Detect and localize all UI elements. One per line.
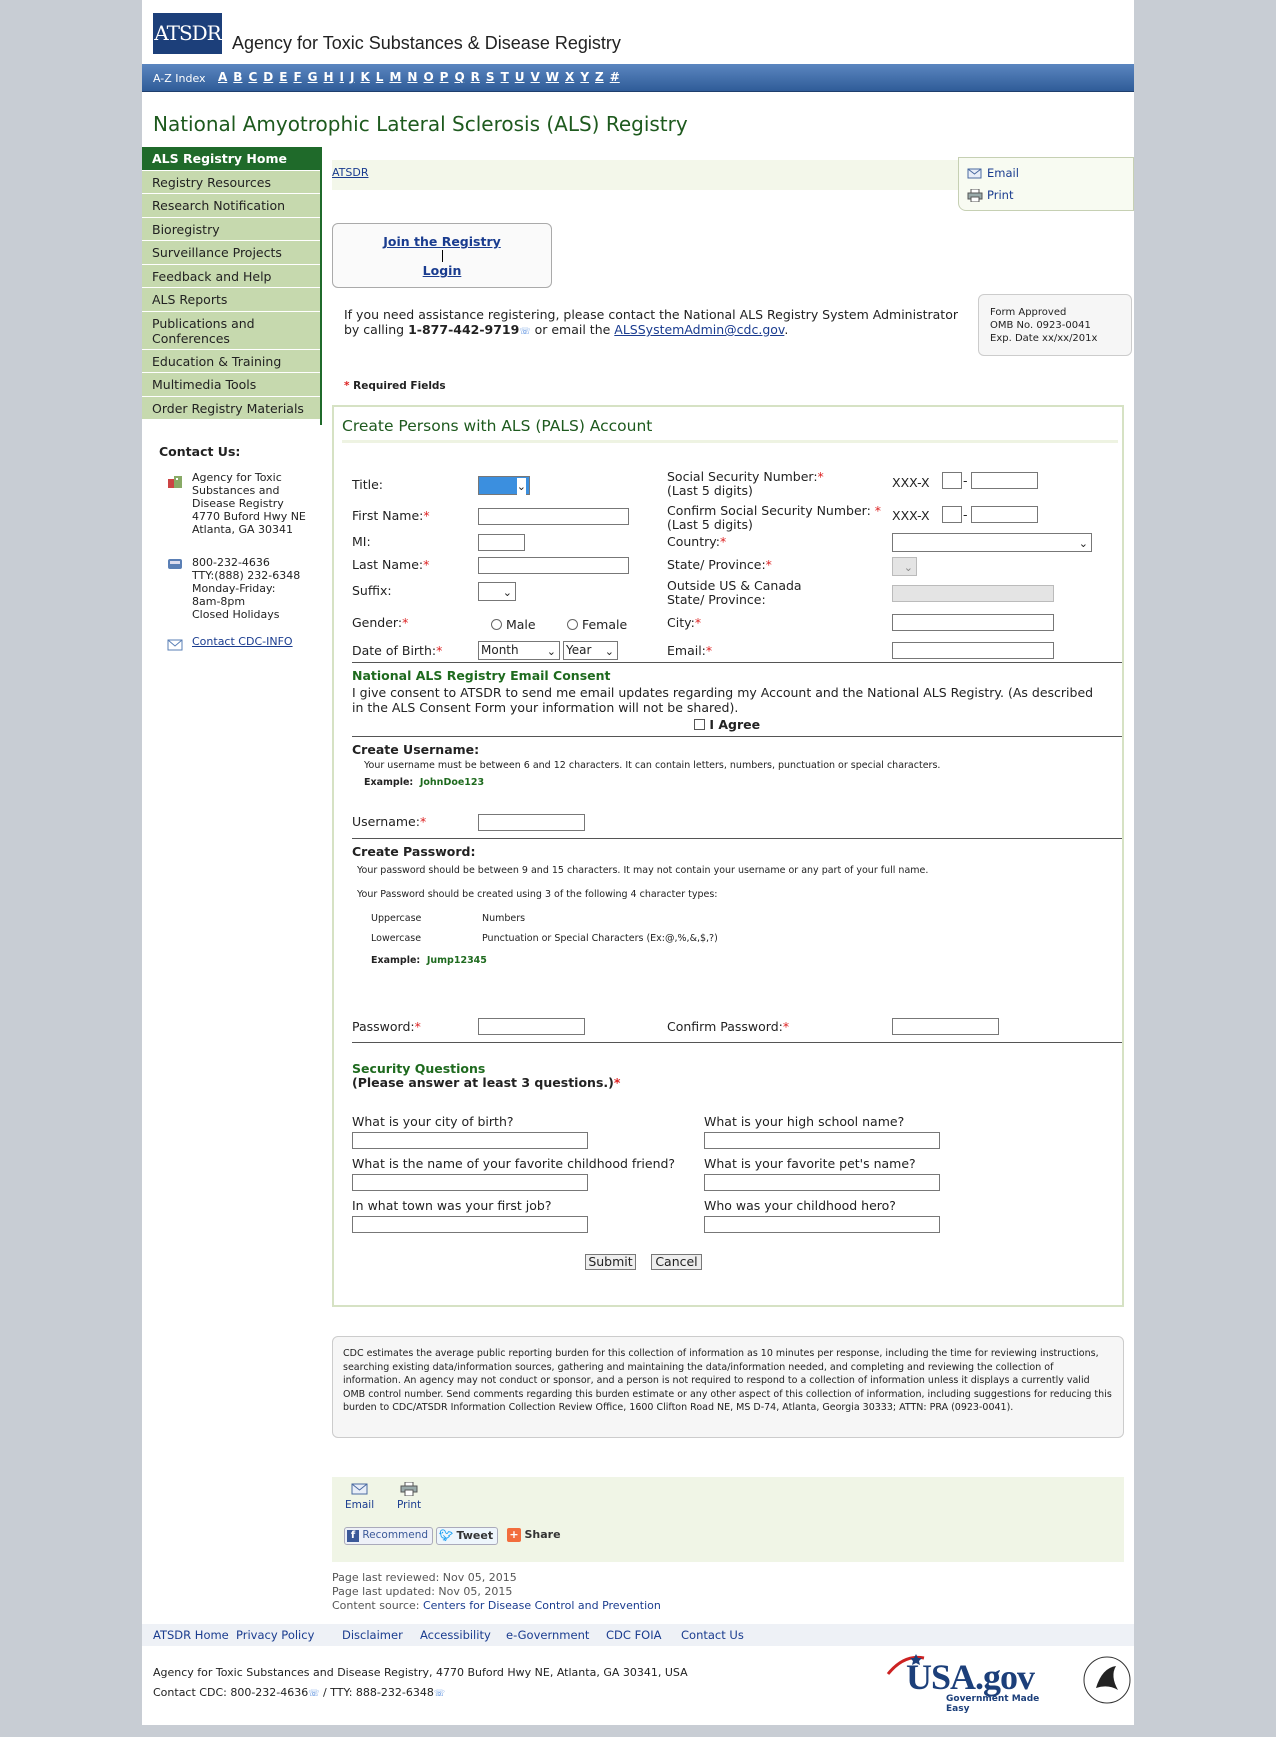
breadcrumb bbox=[332, 160, 967, 190]
agree-option[interactable]: I Agree bbox=[694, 717, 760, 732]
login-link[interactable]: Login bbox=[422, 263, 462, 278]
printer-icon bbox=[400, 1482, 418, 1496]
divider bbox=[352, 838, 1122, 839]
plus-icon: + bbox=[507, 1528, 521, 1542]
mi-label: MI: bbox=[352, 534, 371, 549]
email-tool[interactable]: Email bbox=[967, 166, 1019, 180]
password-example: Example: Jump12345 bbox=[371, 955, 487, 966]
username-input[interactable] bbox=[478, 814, 585, 831]
footer-link-e-government[interactable]: e-Government bbox=[506, 1628, 590, 1642]
az-letter-f[interactable]: F bbox=[293, 70, 302, 84]
title-label: Title: bbox=[352, 477, 383, 492]
question-high-school: What is your high school name? bbox=[704, 1114, 905, 1129]
az-letter-t[interactable]: T bbox=[500, 70, 509, 84]
az-letter-e[interactable]: E bbox=[279, 70, 288, 84]
phone-icon bbox=[167, 556, 183, 570]
password-rule-1: Your password should be between 9 and 15 characters. It may not contain your username or any part of your full name. bbox=[357, 865, 929, 876]
nav-item-publications[interactable]: Publications and Conferences bbox=[142, 312, 322, 350]
first-name-label: First Name:* bbox=[352, 508, 430, 523]
ssn-label: Social Security Number:* (Last 5 digits) bbox=[667, 469, 824, 498]
divider bbox=[352, 736, 1122, 737]
page bbox=[142, 0, 1134, 1725]
az-letter-l[interactable]: L bbox=[375, 70, 384, 84]
answer-childhood-friend[interactable] bbox=[352, 1174, 588, 1191]
footer-link-disclaimer[interactable]: Disclaimer bbox=[342, 1628, 403, 1642]
question-childhood-friend: What is the name of your favorite childhood friend? bbox=[352, 1156, 676, 1171]
email-icon bbox=[351, 1482, 369, 1496]
female-radio[interactable] bbox=[567, 619, 578, 630]
form-title: Create Persons with ALS (PALS) Account bbox=[342, 417, 1118, 443]
gender-male-option[interactable]: Male bbox=[491, 617, 536, 632]
az-letter-z[interactable]: Z bbox=[595, 70, 604, 84]
answer-childhood-hero[interactable] bbox=[704, 1216, 940, 1233]
contact-cdc-info-link[interactable]: Contact CDC-INFO bbox=[192, 635, 293, 648]
az-letter-q[interactable]: Q bbox=[454, 70, 465, 84]
usa-gov-text: USA.gov bbox=[906, 1657, 1035, 1697]
printer-icon bbox=[967, 189, 983, 202]
footer-link-contact-us[interactable]: Contact Us bbox=[681, 1628, 744, 1642]
facebook-icon: f bbox=[347, 1530, 359, 1542]
question-first-job: In what town was your first job? bbox=[352, 1198, 552, 1213]
footer-link-privacy-policy[interactable]: Privacy Policy bbox=[236, 1628, 315, 1642]
footer-link-atsdr-home[interactable]: ATSDR Home bbox=[153, 1628, 229, 1642]
divider bbox=[352, 1042, 1122, 1043]
nav-item-surveillance-projects[interactable]: Surveillance Projects bbox=[142, 241, 322, 265]
nav-item-registry-resources[interactable]: Registry Resources bbox=[142, 171, 322, 195]
city-label: City:* bbox=[667, 615, 702, 630]
consent-heading: National ALS Registry Email Consent bbox=[352, 668, 611, 683]
confirm-password-input[interactable] bbox=[892, 1018, 999, 1035]
chevron-down-icon: ⌄ bbox=[516, 480, 526, 493]
print-tool[interactable]: Print bbox=[967, 188, 1013, 202]
footer-nav bbox=[142, 1624, 1134, 1646]
page-tools bbox=[958, 157, 1134, 211]
az-letter-b[interactable]: B bbox=[233, 70, 243, 84]
dob-year-select[interactable]: Year ⌄ bbox=[563, 641, 618, 660]
contact-phone-number: 800-232-4636 bbox=[192, 556, 270, 569]
envelope-icon bbox=[167, 638, 183, 652]
az-letter-n[interactable]: N bbox=[407, 70, 418, 84]
username-rule: Your username must be between 6 and 12 characters. It can contain letters, numbers, punctuation or special characters. bbox=[364, 760, 941, 771]
divider bbox=[352, 662, 1122, 663]
cancel-button[interactable]: Cancel bbox=[651, 1254, 702, 1270]
page-dates bbox=[332, 1571, 661, 1613]
outside-us-label: Outside US & Canada State/ Province: bbox=[667, 578, 802, 607]
security-subheading: (Please answer at least 3 questions.)* bbox=[352, 1075, 621, 1090]
az-letter-u[interactable]: U bbox=[514, 70, 525, 84]
ssn-digit-input[interactable] bbox=[942, 472, 962, 489]
burden-statement: CDC estimates the average public reporting burden for this collection of information as 10 minutes per response, including the time for reviewing instructions, searching existing data/information sources, gathering and maintaining the data/information needed, and completing and reviewing the collection of information. An agency may not conduct or sponsor, and a person is not required to respond to a collection of information unless it displays a currently valid OMB control number. Send comments regarding this burden estimate or any other aspect of this collection of information, including suggestions for reducing this burden to CDC/ATSDR Information Collection Review Office, 1600 Clifton Road NE, MS D-74, Atlanta, Georgia 30333; ATTN: PRA (0923-0041). bbox=[332, 1336, 1124, 1438]
footer-link-accessibility[interactable]: Accessibility bbox=[420, 1628, 491, 1642]
email-label: Email:* bbox=[667, 643, 713, 658]
az-index-label: A-Z Index bbox=[153, 72, 206, 85]
confirm-password-label: Confirm Password:* bbox=[667, 1019, 790, 1034]
join-login-box bbox=[332, 223, 552, 288]
suffix-label: Suffix: bbox=[352, 583, 392, 598]
phone-call-icon: ☏ bbox=[433, 1689, 446, 1699]
last-name-input[interactable] bbox=[478, 557, 629, 574]
assistance-text: If you need assistance registering, please contact the National ALS Registry System Administrator by calling 1-877-442-9719☏ or email the ALSSystemAdmin@cdc.gov. bbox=[344, 307, 958, 337]
content-source-link[interactable]: Centers for Disease Control and Prevention bbox=[422, 1599, 661, 1612]
nav-item-multimedia-tools[interactable]: Multimedia Tools bbox=[142, 373, 322, 397]
az-letter-r[interactable]: R bbox=[470, 70, 480, 84]
required-fields-note: * Required Fields bbox=[344, 380, 446, 392]
pals-account-form: Create Persons with ALS (PALS) Account Title: ⌄ First Name:* MI: Last Name:* Suffix: ⌄ Gender:* Male Female Date of Birth:* Month ⌄ Year ⌄ Social Security Number:* (Last 5 digits) XXX-X - Confirm Social Security Number: * (Last 5 digits) XXX-X - Country:* ⌄ State/ Province:* ⌄ Outside US & Canada State/ Province: City:* Email:* National ALS Registry Email Consent I give consent to ATSDR to send me email updates regarding my Account and the National ALS Registry. (As described in the ALS Consent Form your information will not be shared). I Agree Create Username: Your username must be between 6 and 12 characters. It can contain letters, numbers, punctuation or special characters. Example: JohnDoe123 Username:* Create Password: Your password should be between 9 and 15 characters. It may not contain your username or any part of your full name. Your Password should be created using 3 of the following 4 character types: Uppercase Numbers Lowercase Punctuation or Special Characters (Ex:@,%,&,$,?) Example: Jump12345 Password:* Confirm Password:* Security Questions (Please answer at least 3 questions.)* What is your city of birth? What is your high school name? What is the name of your favorite childhood friend? What is your favorite pet's name? In what town was your first job? Who was your childhood hero? Submit Cancel bbox=[332, 405, 1124, 1307]
az-letters bbox=[218, 70, 626, 84]
share-email[interactable]: Email bbox=[345, 1482, 374, 1511]
confirm-ssn-prefix: XXX-X bbox=[892, 508, 930, 523]
az-letter-h[interactable]: H bbox=[323, 70, 334, 84]
omb-box: Form Approved OMB No. 0923-0041 Exp. Date xx/xx/201x bbox=[978, 294, 1132, 356]
share-tools bbox=[332, 1477, 1124, 1562]
share-print[interactable]: Print bbox=[397, 1482, 421, 1511]
confirm-ssn-label: Confirm Social Security Number: * (Last 5 digits) bbox=[667, 503, 882, 532]
breadcrumb-atsdr[interactable]: ATSDR bbox=[332, 166, 369, 179]
last-name-label: Last Name:* bbox=[352, 557, 430, 572]
security-heading: Security Questions bbox=[352, 1061, 486, 1076]
mi-input[interactable] bbox=[478, 534, 525, 551]
phone-call-icon: ☏ bbox=[308, 1689, 320, 1699]
twitter-icon: 🐦︎ bbox=[439, 1529, 453, 1542]
chevron-down-icon: ⌄ bbox=[903, 561, 913, 574]
az-letter-m[interactable]: M bbox=[389, 70, 402, 84]
last-reviewed: Page last reviewed: Nov 05, 2015 bbox=[332, 1571, 517, 1584]
agency-name: Agency for Toxic Substances & Disease Registry bbox=[232, 33, 621, 53]
answer-high-school[interactable] bbox=[704, 1132, 940, 1149]
username-example: Example: JohnDoe123 bbox=[364, 777, 485, 788]
password-heading: Create Password: bbox=[352, 844, 476, 859]
hhs-seal-icon bbox=[1082, 1650, 1132, 1710]
type-numbers: Numbers bbox=[482, 913, 526, 924]
az-letter-x[interactable]: X bbox=[565, 70, 575, 84]
type-uppercase: Uppercase bbox=[371, 913, 422, 924]
submit-button[interactable]: Submit bbox=[585, 1254, 636, 1270]
nav-item-education-training[interactable]: Education & Training bbox=[142, 350, 322, 374]
dob-label: Date of Birth:* bbox=[352, 643, 443, 658]
dob-month-select[interactable]: Month ⌄ bbox=[478, 641, 560, 660]
username-heading: Create Username: bbox=[352, 742, 480, 757]
az-index-bar bbox=[142, 64, 1134, 92]
nav-item-order-materials[interactable]: Order Registry Materials bbox=[142, 397, 322, 421]
footer-link-cdc-foia[interactable]: CDC FOIA bbox=[606, 1628, 662, 1642]
az-letter-j[interactable]: J bbox=[350, 70, 355, 84]
answer-first-job[interactable] bbox=[352, 1216, 588, 1233]
ssn-last4-input[interactable] bbox=[971, 472, 1038, 489]
contact-us bbox=[159, 444, 319, 648]
password-rule-2: Your Password should be created using 3 of the following 4 character types: bbox=[357, 889, 718, 900]
title-select[interactable] bbox=[478, 476, 530, 495]
phone-call-icon: ☏ bbox=[519, 327, 531, 337]
admin-email-link[interactable]: ALSSystemAdmin@cdc.gov bbox=[614, 322, 785, 337]
suffix-select[interactable] bbox=[478, 582, 516, 601]
contact-heading: Contact Us: bbox=[159, 444, 241, 459]
confirm-ssn-digit-input[interactable] bbox=[942, 506, 962, 523]
assist-phone: 1-877-442-9719 bbox=[408, 322, 520, 337]
type-special: Punctuation or Special Characters (Ex:@,%,&,$,?) bbox=[482, 933, 718, 944]
email-input[interactable] bbox=[892, 642, 1054, 659]
content-source: Content source: Centers for Disease Control and Prevention bbox=[332, 1599, 661, 1612]
chevron-down-icon: ⌄ bbox=[502, 586, 512, 599]
outside-state-input[interactable] bbox=[892, 585, 1054, 602]
az-letter-p[interactable]: P bbox=[439, 70, 449, 84]
username-label: Username:* bbox=[352, 814, 427, 829]
first-name-input[interactable] bbox=[478, 508, 629, 525]
nav-item-bioregistry[interactable]: Bioregistry bbox=[142, 218, 322, 242]
question-city-of-birth: What is your city of birth? bbox=[352, 1114, 514, 1129]
az-letter-g[interactable]: G bbox=[307, 70, 318, 84]
contact-phone: 800-232-4636 TTY:(888) 232-6348 Monday-Friday: 8am-8pm Closed Holidays bbox=[192, 556, 319, 621]
nav-item-als-registry-home[interactable]: ALS Registry Home bbox=[142, 147, 322, 171]
chevron-down-icon: ⌄ bbox=[604, 645, 614, 658]
join-registry-link[interactable]: Join the Registry bbox=[383, 234, 501, 249]
contact-address: Agency for Toxic Substances and Disease Registry 4770 Buford Hwy NE Atlanta, GA 30341 bbox=[192, 471, 306, 536]
join-divider bbox=[442, 250, 443, 262]
left-nav-border bbox=[320, 147, 322, 425]
az-letter-v[interactable]: V bbox=[530, 70, 540, 84]
az-letter-i[interactable]: I bbox=[339, 70, 345, 84]
male-radio[interactable] bbox=[491, 619, 502, 630]
agree-checkbox[interactable] bbox=[694, 719, 705, 730]
az-letter-d[interactable]: D bbox=[263, 70, 274, 84]
az-letter-c[interactable]: C bbox=[248, 70, 258, 84]
question-childhood-hero: Who was your childhood hero? bbox=[704, 1198, 896, 1213]
country-select[interactable] bbox=[892, 533, 1092, 552]
az-letter-o[interactable]: O bbox=[423, 70, 434, 84]
answer-city-of-birth[interactable] bbox=[352, 1132, 588, 1149]
tweet-button[interactable]: 🐦︎ Tweet bbox=[436, 1527, 498, 1545]
site-title: National Amyotrophic Lateral Sclerosis (ALS) Registry bbox=[153, 112, 688, 136]
password-label: Password:* bbox=[352, 1019, 421, 1034]
gender-label: Gender:* bbox=[352, 615, 409, 630]
az-letter-hash[interactable]: # bbox=[609, 70, 620, 84]
city-input[interactable] bbox=[892, 614, 1054, 631]
state-label: State/ Province:* bbox=[667, 557, 772, 572]
gender-female-option[interactable]: Female bbox=[567, 617, 627, 632]
type-lowercase: Lowercase bbox=[371, 933, 422, 944]
footer-contact: Contact CDC: 800-232-4636☏ / TTY: 888-232-6348☏ bbox=[153, 1686, 446, 1699]
footer-address: Agency for Toxic Substances and Disease Registry, 4770 Buford Hwy NE, Atlanta, GA 30341, USA Contact CDC: 800-232-4636☏ / TTY: 888-232-6348☏ bbox=[153, 1663, 688, 1704]
confirm-ssn-last4-input[interactable] bbox=[971, 506, 1038, 523]
chevron-down-icon: ⌄ bbox=[546, 645, 556, 658]
az-letter-s[interactable]: S bbox=[485, 70, 495, 84]
nav-item-feedback-and-help[interactable]: Feedback and Help bbox=[142, 265, 322, 289]
atsdr-logo[interactable]: ATSDR bbox=[153, 13, 222, 54]
az-letter-k[interactable]: K bbox=[360, 70, 370, 84]
country-label: Country:* bbox=[667, 534, 727, 549]
addthis-share-button[interactable]: + Share bbox=[507, 1528, 561, 1542]
last-updated: Page last updated: Nov 05, 2015 bbox=[332, 1585, 513, 1598]
az-letter-a[interactable]: A bbox=[218, 70, 228, 84]
az-letter-y[interactable]: Y bbox=[580, 70, 590, 84]
password-input[interactable] bbox=[478, 1018, 585, 1035]
usa-gov-tagline: Government Made Easy bbox=[946, 1694, 1040, 1714]
left-nav bbox=[142, 147, 322, 420]
required-asterisk: * bbox=[344, 380, 350, 392]
email-icon bbox=[967, 167, 983, 180]
chevron-down-icon: ⌄ bbox=[1078, 537, 1088, 550]
consent-text: I give consent to ATSDR to send me email updates regarding my Account and the National ALS Registry. (As described in the ALS Consent Form your information will not be shared). bbox=[352, 685, 1094, 715]
az-letter-w[interactable]: W bbox=[545, 70, 560, 84]
facebook-recommend-button[interactable]: f Recommend bbox=[344, 1527, 433, 1545]
nav-item-als-reports[interactable]: ALS Reports bbox=[142, 288, 322, 312]
building-icon bbox=[167, 474, 183, 488]
nav-item-research-notification[interactable]: Research Notification bbox=[142, 194, 322, 218]
ssn-prefix: XXX-X bbox=[892, 475, 930, 490]
state-select[interactable] bbox=[892, 557, 917, 576]
question-pet-name: What is your favorite pet's name? bbox=[704, 1156, 916, 1171]
answer-pet-name[interactable] bbox=[704, 1174, 940, 1191]
